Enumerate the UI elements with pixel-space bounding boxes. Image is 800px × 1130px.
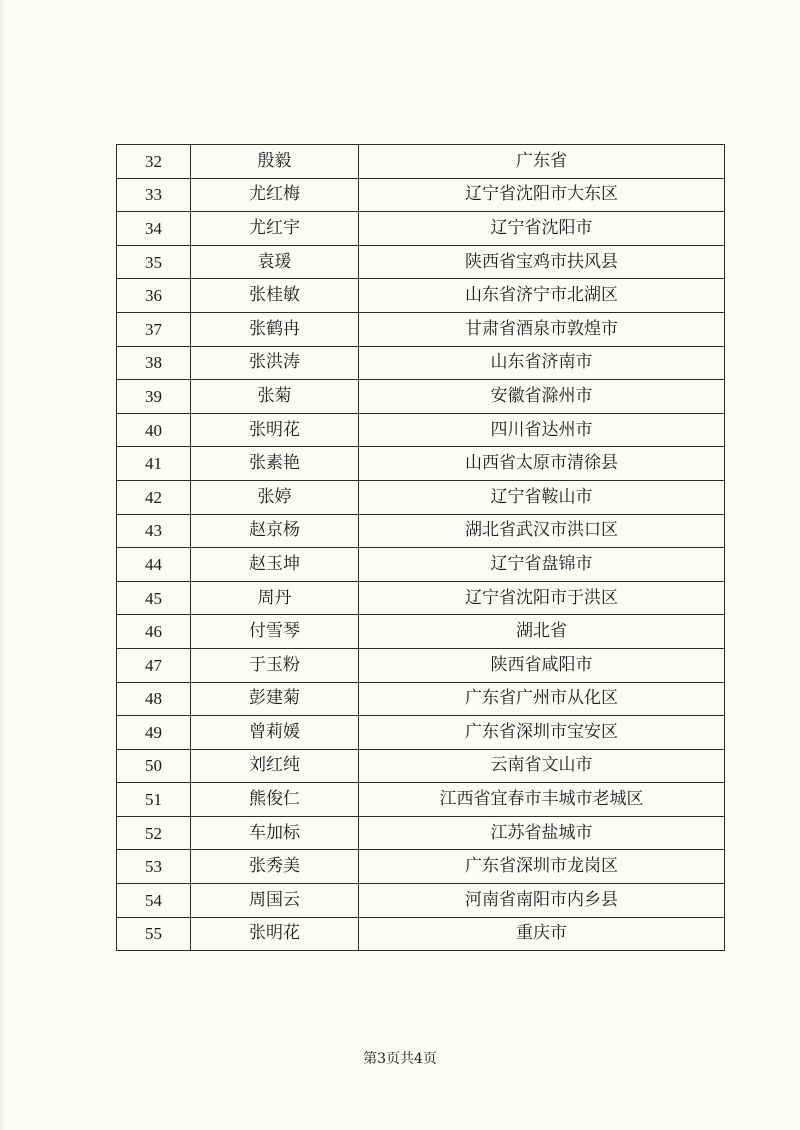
region-cell: 安徽省滁州市	[359, 380, 725, 414]
table-row	[117, 749, 725, 783]
row-number-cell: 42	[117, 480, 191, 514]
roster-table-body	[117, 145, 725, 951]
region-cell: 江苏省盐城市	[359, 816, 725, 850]
name-cell: 张菊	[191, 380, 359, 414]
row-number-cell: 54	[117, 884, 191, 918]
table-row	[117, 413, 725, 447]
table-row	[117, 279, 725, 313]
row-number-cell: 52	[117, 816, 191, 850]
name-cell: 付雪琴	[191, 615, 359, 649]
row-number-cell: 45	[117, 581, 191, 615]
region-cell: 山东省济南市	[359, 346, 725, 380]
name-cell: 袁瑗	[191, 245, 359, 279]
name-cell: 张秀美	[191, 850, 359, 884]
name-cell: 张鹤冉	[191, 312, 359, 346]
row-number-cell: 46	[117, 615, 191, 649]
name-cell: 张明花	[191, 413, 359, 447]
table-row	[117, 783, 725, 817]
region-cell: 广东省	[359, 145, 725, 179]
table-row	[117, 212, 725, 246]
row-number-cell: 47	[117, 648, 191, 682]
name-cell: 赵京杨	[191, 514, 359, 548]
roster-table	[116, 144, 725, 951]
name-cell: 殷毅	[191, 145, 359, 179]
name-cell: 于玉粉	[191, 648, 359, 682]
name-cell: 刘红纯	[191, 749, 359, 783]
region-cell: 河南省南阳市内乡县	[359, 884, 725, 918]
name-cell: 赵玉坤	[191, 548, 359, 582]
row-number-cell: 36	[117, 279, 191, 313]
table-row	[117, 716, 725, 750]
table-row	[117, 682, 725, 716]
name-cell: 周丹	[191, 581, 359, 615]
row-number-cell: 34	[117, 212, 191, 246]
row-number-cell: 37	[117, 312, 191, 346]
row-number-cell: 49	[117, 716, 191, 750]
region-cell: 重庆市	[359, 917, 725, 951]
name-cell: 尤红梅	[191, 178, 359, 212]
region-cell: 辽宁省沈阳市大东区	[359, 178, 725, 212]
name-cell: 张洪涛	[191, 346, 359, 380]
name-cell: 尤红宇	[191, 212, 359, 246]
row-number-cell: 35	[117, 245, 191, 279]
table-row	[117, 615, 725, 649]
table-row	[117, 178, 725, 212]
name-cell: 车加标	[191, 816, 359, 850]
name-cell: 彭建菊	[191, 682, 359, 716]
region-cell: 广东省深圳市龙岗区	[359, 850, 725, 884]
region-cell: 山西省太原市清徐县	[359, 447, 725, 481]
name-cell: 张婷	[191, 480, 359, 514]
row-number-cell: 38	[117, 346, 191, 380]
region-cell: 辽宁省鞍山市	[359, 480, 725, 514]
table-row	[117, 312, 725, 346]
row-number-cell: 40	[117, 413, 191, 447]
table-row	[117, 380, 725, 414]
region-cell: 云南省文山市	[359, 749, 725, 783]
row-number-cell: 43	[117, 514, 191, 548]
region-cell: 陕西省咸阳市	[359, 648, 725, 682]
region-cell: 湖北省	[359, 615, 725, 649]
row-number-cell: 32	[117, 145, 191, 179]
region-cell: 四川省达州市	[359, 413, 725, 447]
name-cell: 曾莉媛	[191, 716, 359, 750]
region-cell: 辽宁省沈阳市	[359, 212, 725, 246]
region-cell: 甘肃省酒泉市敦煌市	[359, 312, 725, 346]
region-cell: 辽宁省盘锦市	[359, 548, 725, 582]
name-cell: 周国云	[191, 884, 359, 918]
page-number: 第3页共4页	[363, 1051, 437, 1067]
table-row	[117, 548, 725, 582]
region-cell: 广东省深圳市宝安区	[359, 716, 725, 750]
name-cell: 张明花	[191, 917, 359, 951]
row-number-cell: 48	[117, 682, 191, 716]
row-number-cell: 53	[117, 850, 191, 884]
table-row	[117, 816, 725, 850]
table-row	[117, 346, 725, 380]
table-row	[117, 447, 725, 481]
table-row	[117, 480, 725, 514]
row-number-cell: 55	[117, 917, 191, 951]
table-row	[117, 514, 725, 548]
table-row	[117, 245, 725, 279]
region-cell: 辽宁省沈阳市于洪区	[359, 581, 725, 615]
table-row	[117, 648, 725, 682]
region-cell: 湖北省武汉市洪口区	[359, 514, 725, 548]
region-cell: 广东省广州市从化区	[359, 682, 725, 716]
region-cell: 江西省宜春市丰城市老城区	[359, 783, 725, 817]
row-number-cell: 33	[117, 178, 191, 212]
name-cell: 张桂敏	[191, 279, 359, 313]
name-cell: 张素艳	[191, 447, 359, 481]
region-cell: 陕西省宝鸡市扶风县	[359, 245, 725, 279]
region-cell: 山东省济宁市北湖区	[359, 279, 725, 313]
table-row	[117, 884, 725, 918]
row-number-cell: 50	[117, 749, 191, 783]
row-number-cell: 41	[117, 447, 191, 481]
table-row	[117, 581, 725, 615]
table-row	[117, 145, 725, 179]
table-row	[117, 850, 725, 884]
name-cell: 熊俊仁	[191, 783, 359, 817]
row-number-cell: 44	[117, 548, 191, 582]
table-row	[117, 917, 725, 951]
row-number-cell: 51	[117, 783, 191, 817]
row-number-cell: 39	[117, 380, 191, 414]
